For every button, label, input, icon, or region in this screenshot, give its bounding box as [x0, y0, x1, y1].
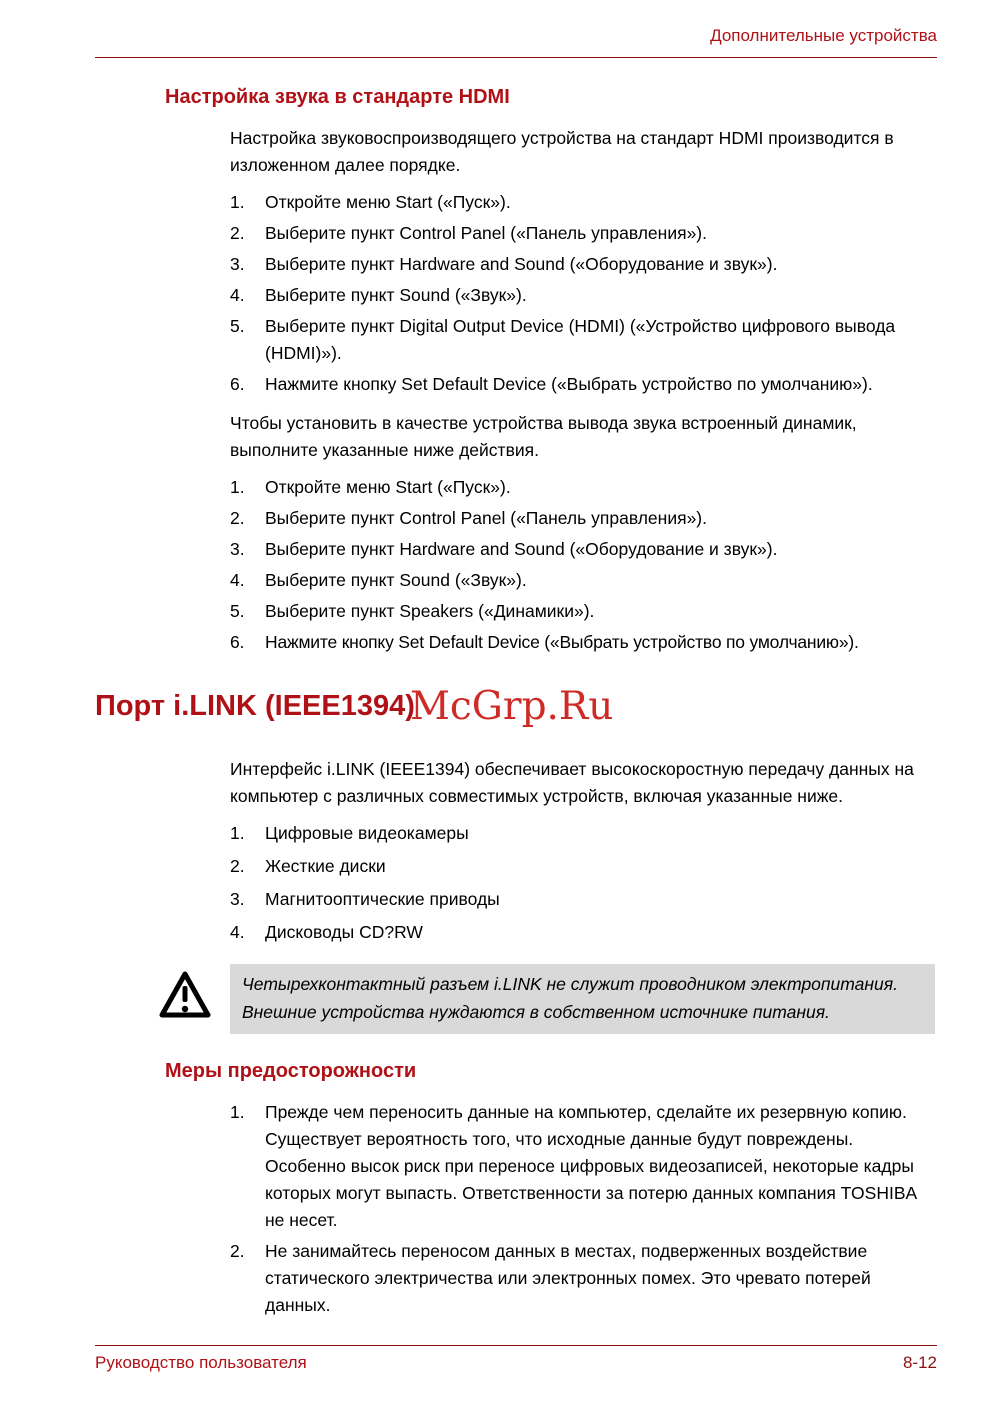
warning-note-text: Четырехконтактный разъем i.LINK не служит проводником электропитания. Внешние устройства нуждаются в собственном источнике питания. [230, 964, 935, 1034]
header-chapter-title: Дополнительные устройства [710, 26, 937, 45]
precautions-list [230, 1099, 935, 1319]
step-item: Выберите пункт Sound («Звук»). [265, 285, 527, 305]
precaution-item: Не занимайтесь переносом данных в местах, подверженных воздействие статического электричества или электронных помех. Это чревато потерей данных. [265, 1241, 871, 1315]
ilink-devices-list [230, 820, 935, 946]
page-header [710, 26, 937, 46]
step-item: Выберите пункт Control Panel («Панель управления»). [265, 508, 707, 528]
step-item: Откройте меню Start («Пуск»). [265, 192, 511, 212]
chapter-title-ilink: Порт i.LINK (IEEE1394) [95, 690, 415, 722]
step-item: Выберите пункт Control Panel («Панель управления»). [265, 223, 707, 243]
warning-icon [158, 964, 230, 1025]
footer-page-number: 8-12 [902, 1353, 937, 1372]
page-content [0, 86, 1000, 1331]
list-item: Цифровые видеокамеры [265, 823, 469, 843]
step-item: Выберите пункт Sound («Звук»). [265, 570, 527, 590]
step-item: Выберите пункт Speakers («Динамики»). [265, 601, 595, 621]
header-rule [95, 57, 937, 58]
footer-rule [95, 1345, 937, 1346]
step-item: Выберите пункт Digital Output Device (HDMI) («Устройство цифрового вывода (HDMI)»). [265, 316, 896, 363]
step-item: Выберите пункт Hardware and Sound («Оборудование и звук»). [265, 254, 778, 274]
list-item: Жесткие диски [265, 856, 386, 876]
speaker-intro-paragraph: Чтобы установить в качестве устройства вывода звука встроенный динамик, выполните указанные ниже действия. [230, 413, 857, 460]
warning-block [158, 964, 1000, 1034]
list-item: Дисководы CD?RW [265, 922, 423, 942]
speaker-steps-list [230, 474, 935, 656]
precaution-item: Прежде чем переносить данные на компьютер, сделайте их резервную копию. Существует вероятность того, что исходные данные будут повреждены. Особенно высок риск при переносе цифровых видеозаписей, некоторые кадры которых могут выпасть. Ответственности за потерю данных компания TOSHIBA не несет. [265, 1102, 917, 1230]
step-item: Нажмите кнопку Set Default Device («Выбрать устройство по умолчанию»). [265, 374, 873, 394]
ilink-intro-paragraph: Интерфейс i.LINK (IEEE1394) обеспечивает высокоскоростную передачу данных на компьютер с различных совместимых устройств, включая указанные ниже. [230, 759, 914, 806]
list-item: Магнитооптические приводы [265, 889, 500, 909]
chapter-heading-row [95, 684, 1000, 736]
step-item: Выберите пункт Hardware and Sound («Оборудование и звук»). [265, 539, 778, 559]
hdmi-steps-list [230, 189, 935, 398]
mcgrp-watermark: McGrp.Ru [410, 684, 614, 729]
hdmi-intro-paragraph: Настройка звуковоспроизводящего устройства на стандарт HDMI производится в изложенном далее порядке. [230, 128, 894, 175]
step-item: Нажмите кнопку Set Default Device («Выбрать устройство по умолчанию»). [265, 632, 859, 652]
step-item: Откройте меню Start («Пуск»). [265, 477, 511, 497]
section-title-precautions: Меры предосторожности [165, 1060, 417, 1082]
footer-document-title: Руководство пользователя [95, 1353, 307, 1372]
section-title-hdmi-audio: Настройка звука в стандарте HDMI [165, 86, 510, 108]
